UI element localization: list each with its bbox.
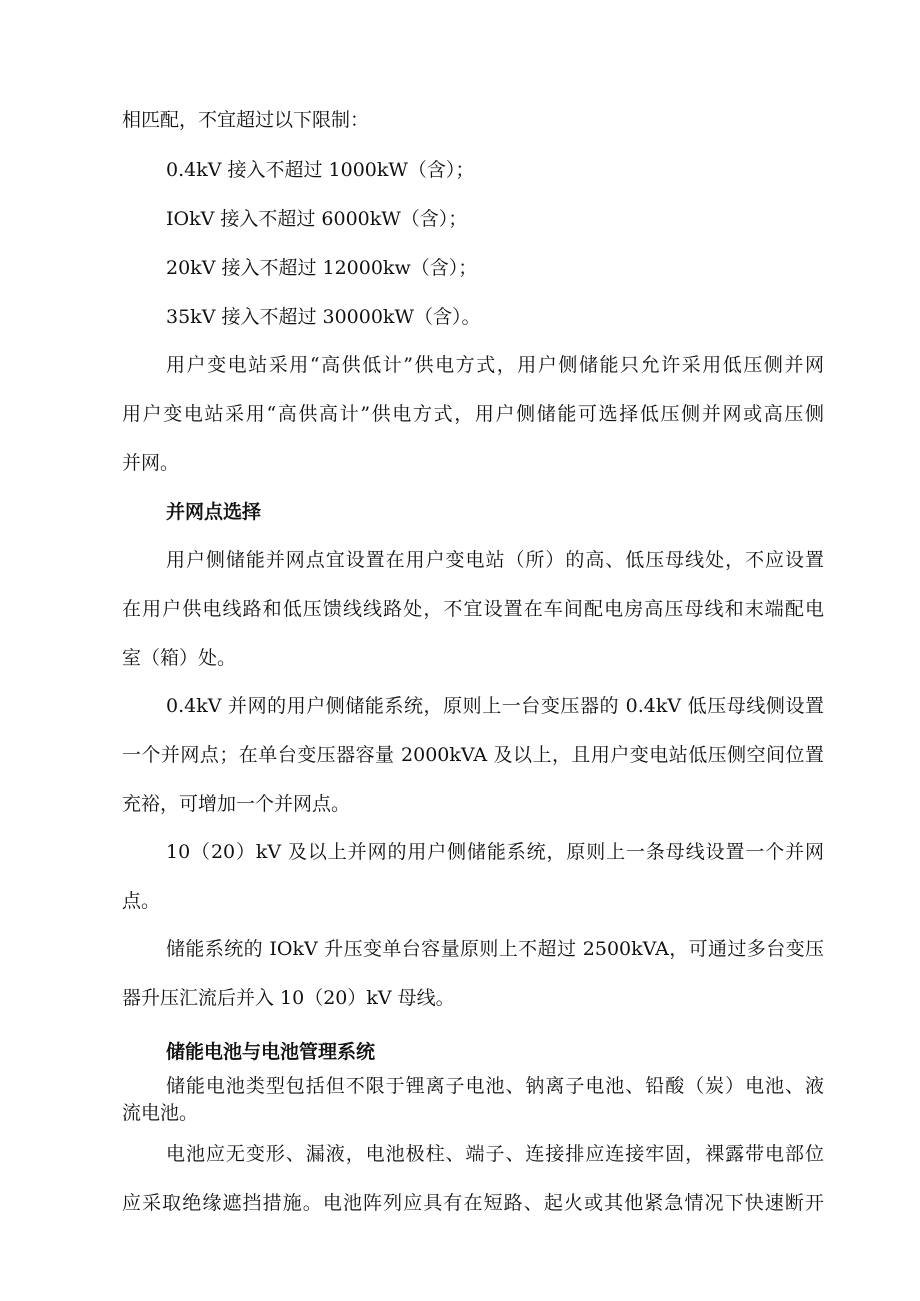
text-line: 用户变电站采用“高供高计”供电方式，用户侧储能可选择低压侧并网或高压侧 [122, 403, 824, 425]
text-line: 储能系统的 IOkV 升压变单台容量原则上不超过 2500kVA，可通过多台变压 [166, 938, 824, 960]
text-line: 点。 [122, 890, 161, 912]
text-line: 储能电池类型包括但不限于锂离子电池、钠离子电池、铅酸（炭）电池、液 [166, 1075, 824, 1097]
text-line: 流电池。 [122, 1102, 199, 1124]
section-heading: 储能电池与电池管理系统 [166, 1041, 376, 1063]
text-line: 用户侧储能并网点宜设置在用户变电站（所）的高、低压母线处，不应设置 [166, 549, 824, 571]
section-heading: 并网点选择 [166, 501, 262, 523]
text-line: 0.4kV 并网的用户侧储能系统，原则上一台变压器的 0.4kV 低压母线侧设置 [166, 695, 824, 717]
text-line: 20kV 接入不超过 12000kw（含）； [166, 257, 478, 279]
text-line: 并网。 [122, 452, 180, 474]
text-line: 器升压汇流后并入 10（20）kV 母线。 [122, 987, 455, 1009]
text-line: 充裕，可增加一个并网点。 [122, 793, 351, 815]
text-line: 在用户供电线路和低压馈线线路处，不宜设置在车间配电房高压母线和末端配电 [122, 598, 824, 620]
text-line: 用户变电站采用“高供低计”供电方式，用户侧储能只允许采用低压侧并网 [166, 354, 824, 376]
text-line: 应采取绝缘遮挡措施。电池阵列应具有在短路、起火或其他紧急情况下快速断开 [122, 1192, 824, 1214]
text-line: 室（箱）处。 [122, 647, 237, 669]
text-line: 电池应无变形、漏液，电池极柱、端子、连接排应连接牢固，裸露带电部位 [166, 1143, 824, 1165]
text-line: 0.4kV 接入不超过 1000kW（含）； [166, 159, 475, 181]
text-line: IOkV 接入不超过 6000kW（含）； [166, 208, 468, 230]
text-line: 一个并网点；在单台变压器容量 2000kVA 及以上，且用户变电站低压侧空间位置 [122, 744, 824, 766]
text-line: 10（20）kV 及以上并网的用户侧储能系统，原则上一条母线设置一个并网 [166, 841, 824, 863]
text-line: 35kV 接入不超过 30000kW（含）。 [166, 306, 481, 328]
text-line: 相匹配，不宜超过以下限制： [122, 109, 370, 131]
